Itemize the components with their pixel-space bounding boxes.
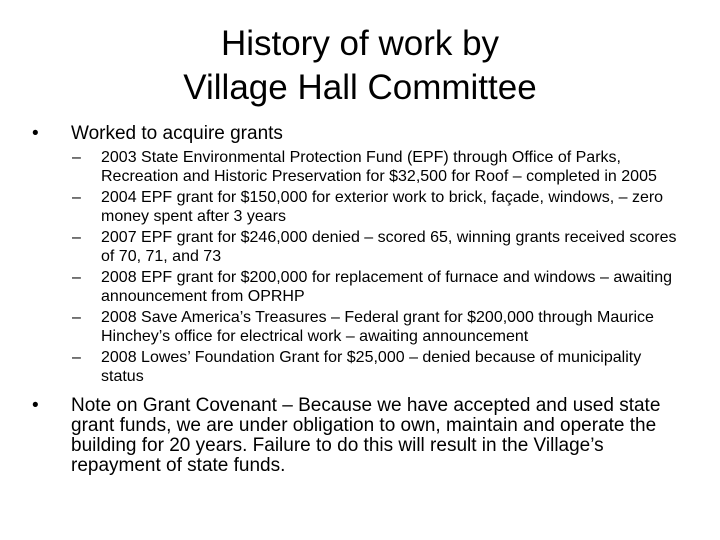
grant-item-2007 <box>32 228 682 266</box>
bullet-icon: • <box>32 395 39 416</box>
dash-icon: – <box>72 309 81 326</box>
dash-icon: – <box>72 269 81 286</box>
grant-item-text: 2003 State Environmental Protection Fund (EPF) through Office of Parks, Recreation and Historic Preservation for $32,500 for Roof – completed in 2005 <box>101 149 657 185</box>
title-line-2: Village Hall Committee <box>183 68 537 107</box>
grant-item-2004 <box>32 188 682 226</box>
dash-icon: – <box>72 229 81 246</box>
grant-item-text: 2008 Lowes’ Foundation Grant for $25,000 – denied because of municipality status <box>101 349 642 385</box>
grant-item-2008-epf <box>32 268 682 306</box>
grant-item-2008-lowes <box>32 348 682 386</box>
bullet-grants-text: Worked to acquire grants <box>71 123 283 144</box>
title-line-1: History of work by <box>220 24 500 63</box>
grant-item-text: 2007 EPF grant for $246,000 denied – scored 65, winning grants received scores of 70, 71, and 73 <box>101 229 677 265</box>
grant-list <box>32 148 682 386</box>
grant-item-2008-save-america <box>32 308 682 346</box>
dash-icon: – <box>72 349 81 366</box>
dash-icon: – <box>72 149 81 166</box>
grant-item-text: 2004 EPF grant for $150,000 for exterior work to brick, façade, windows, – zero money spent after 3 years <box>101 189 664 225</box>
bullet-covenant-text: Note on Grant Covenant – Because we have accepted and used state grant funds, we are under obligation to own, maintain and operate the building for 20 years. Failure to do this will result in the Village’s repayment of state funds. <box>71 395 661 476</box>
bullet-icon: • <box>32 123 39 144</box>
slide-title <box>60 22 660 110</box>
grant-item-text: 2008 Save America’s Treasures – Federal grant for $200,000 through Maurice Hinchey’s office for electrical work – awaiting announcement <box>101 309 654 345</box>
slide-body <box>32 124 682 476</box>
grant-item-text: 2008 EPF grant for $200,000 for replacement of furnace and windows – awaiting announcement from OPRHP <box>101 269 673 305</box>
bullet-grant-covenant <box>32 396 682 476</box>
grant-item-2003 <box>32 148 682 186</box>
bullet-grants <box>32 124 682 144</box>
dash-icon: – <box>72 189 81 206</box>
